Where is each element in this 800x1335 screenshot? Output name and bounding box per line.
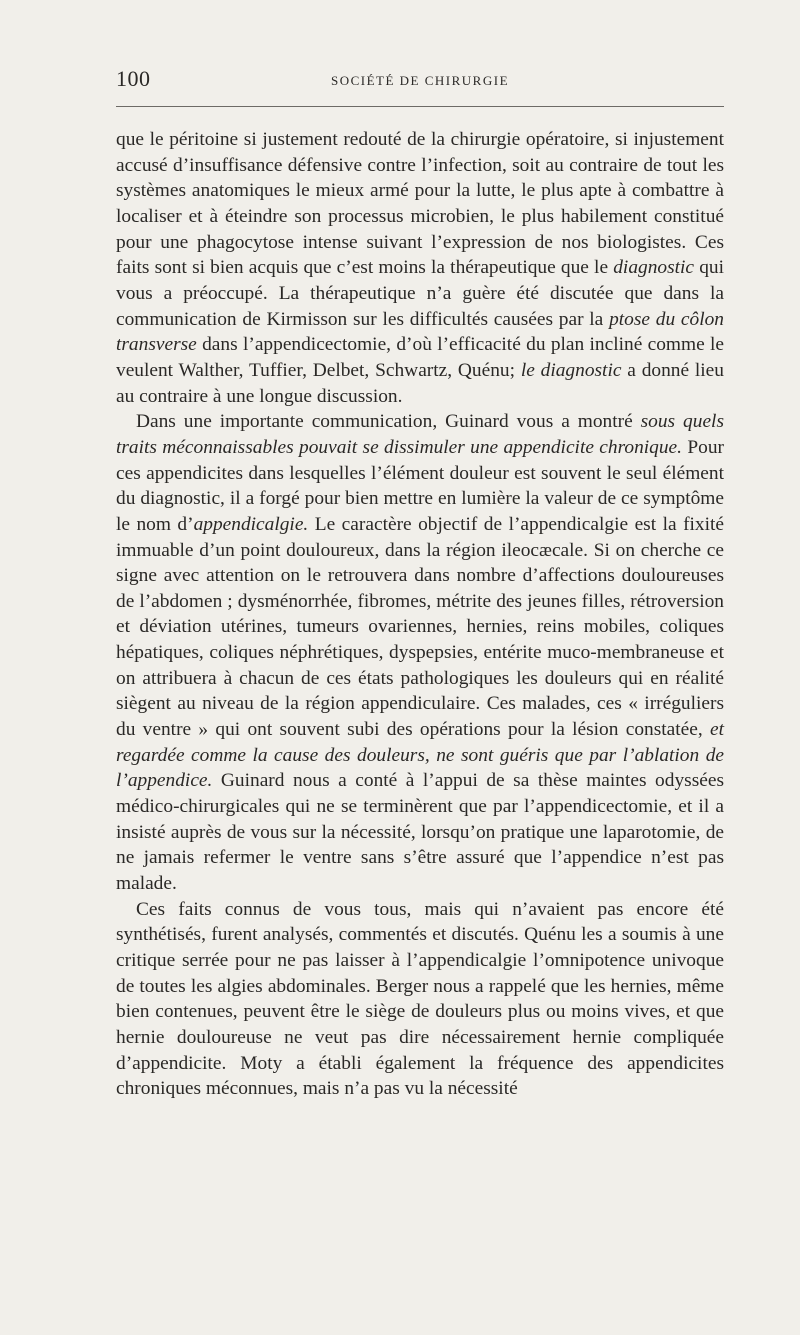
italic-text-segment: le diagnostic	[520, 359, 622, 381]
text-segment: que le péritoine si justement redouté de la chirurgie opératoire, si injustement accusé d’insuffisance défensive contre l’infection, soit au contraire de tout les systèmes anatomiques le mieux armé pour la lutte, le plus apte à combattre à localiser et à éteindre son processus microbien, le plus habilement constitué pour une phagocytose intense suivant l’expression de nos biologistes. Ces faits sont si bien acquis que c’est moins la thérapeutique que le	[116, 129, 724, 279]
italic-text-segment: ptose du côlon transverse	[116, 308, 724, 356]
italic-text-segment: et regardée comme la cause des douleurs, ne sont guéris que par l’ablation de l’appendice.	[116, 719, 724, 792]
page-number: 100	[116, 66, 151, 91]
italic-text-segment: diagnostic	[613, 257, 695, 279]
header-rule	[116, 106, 724, 107]
text-segment: dans l’appendicectomie, d’où l’efficacité du plan incliné comme le veulent Walther, Tuffier, Delbet, Schwartz, Quénu;	[116, 334, 724, 381]
text-segment: Ces faits connus de vous tous, mais qui n’avaient pas encore été synthétisés, furent analysés, commentés et discutés. Quénu les a soumis à une critique serrée pour ne pas laisser à l’appendicalgie l’omnipotence univoque de toutes les algies abdominales. Berger nous a rappelé que les hernies, même bien contenues, peuvent être le siège de douleurs plus ou moins vives, et que hernie douloureuse ne veut pas dire nécessairement hernie compliquée d’appendicite. Moty a établi également la fréquence des appendicites chroniques méconnues, mais n’a pas vu la nécessité	[116, 898, 724, 1100]
text-segment: a donné lieu au contraire à une longue discussion.	[116, 359, 724, 407]
italic-text-segment: sous quels traits méconnaissables pouvait se dissimuler une appendicite chronique.	[116, 411, 724, 458]
text-segment: qui vous a préoccupé. La thérapeutique n’a guère été discutée que dans la communication de Kirmisson sur les difficultés causées par la	[116, 257, 724, 330]
running-title: SOCIÉTÉ DE CHIRURGIE	[330, 73, 510, 88]
text-segment: Dans une importante communication, Guinard vous a montré	[136, 411, 641, 433]
body-text	[116, 127, 724, 1102]
italic-text-segment: appendicalgie.	[193, 513, 309, 535]
paragraph	[116, 127, 724, 409]
text-segment: Le caractère objectif de l’appendicalgie est la fixité immuable d’un point douloureux, dans la région ileocæcale. Si on cherche ce signe avec attention on le retrouvera dans nombre d’affections douloureuses de l’abdomen ; dysménorrhée, fibromes, métrite des jeunes filles, rétroversion et déviation utérines, tumeurs ovariennes, hernies, reins mobiles, coliques hépatiques, coliques néphrétiques, dyspepsies, entérite muco-membraneuse et on attribuera à chacun de ces états pathologiques les douleurs qui en réalité siègent au niveau de la région appendiculaire. Ces malades, ces « irréguliers du ventre » qui ont souvent subi des opérations pour la lésion constatée,	[116, 513, 724, 741]
text-segment: Guinard nous a conté à l’appui de sa thèse maintes odyssées médico-chirurgicales qui ne se terminèrent que par l’appendicectomie, et il a insisté auprès de vous sur la nécessité, lorsqu’on pratique une laparotomie, de ne jamais refermer le ventre sans s’être assuré que l’appendice n’est pas malade.	[116, 770, 724, 895]
text-segment: Pour ces appendicites dans lesquelles l’élément douleur est souvent le seul élément du diagnostic, il a forgé pour bien mettre en lumière la valeur de ce symptôme le nom d’	[116, 436, 724, 535]
paragraph	[116, 409, 724, 896]
paragraph	[116, 897, 724, 1102]
page-header	[116, 66, 724, 94]
